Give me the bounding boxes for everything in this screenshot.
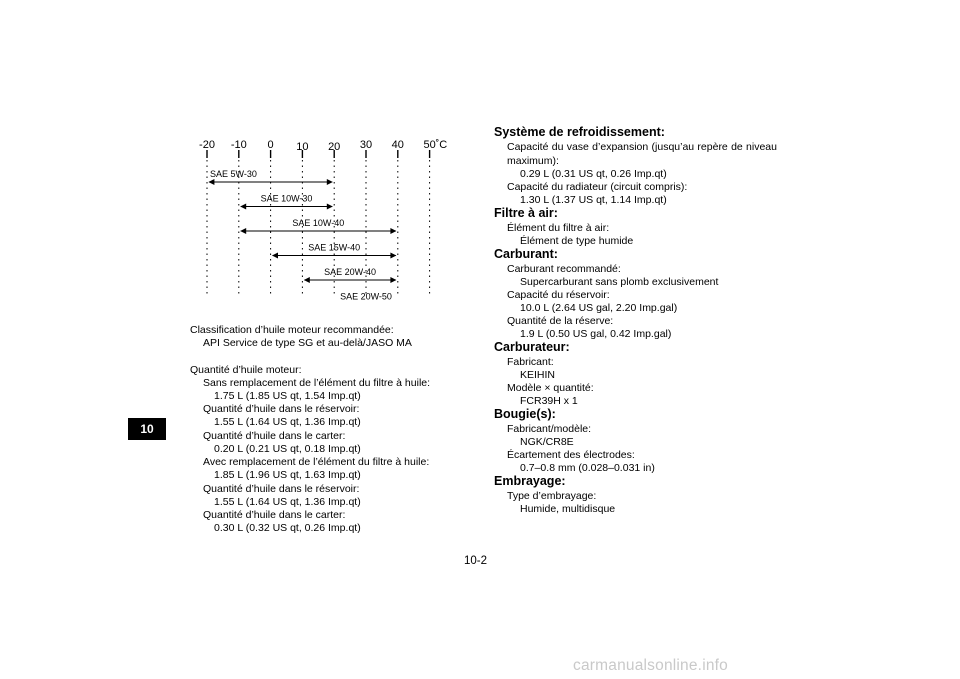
oil-range-label: SAE 5W-30 <box>210 169 257 179</box>
oil-range-label: SAE 10W-40 <box>292 218 345 228</box>
temp-label-0: 0 <box>267 139 274 151</box>
crankcase-quantity-label: Quantité d’huile dans le carter: <box>203 430 346 442</box>
without-filter-label: Sans remplacement de l’élément du filtre à huile: <box>203 377 431 389</box>
page-number: 10-2 <box>464 555 488 567</box>
crankcase-quantity-label-2: Quantité d’huile dans le carter: <box>203 509 346 521</box>
temp-label-10: 10 <box>296 141 309 153</box>
with-filter-label: Avec remplacement de l’élément du filtre à huile: <box>203 456 430 468</box>
crankcase-quantity-value: 0.20 L (0.21 US qt, 0.18 Imp.qt) <box>214 443 361 455</box>
carburetor-model-value: FCR39H x 1 <box>520 395 578 407</box>
carburetor-model-label: Modèle × quantité: <box>507 382 594 394</box>
temp-label-40: 40 <box>391 139 404 151</box>
carburetor-heading: Carburateur: <box>494 340 570 354</box>
oil-range-label: SAE 10W-30 <box>260 193 313 204</box>
oil-range-label: SAE 20W-50 <box>340 291 392 300</box>
carburetor-maker-value: KEIHIN <box>520 369 556 381</box>
fuel-tank-label: Capacité du réservoir: <box>507 289 610 301</box>
oil-quantity-label: Quantité d’huile moteur: <box>190 364 302 376</box>
oil-classification-value: API Service de type SG et au-delà/JASO MA <box>203 337 412 349</box>
fuel-recommended-value: Supercarburant sans plomb exclusivement <box>520 276 719 288</box>
air-filter-element-label: Élément du filtre à air: <box>507 222 610 234</box>
oil-viscosity-chart <box>190 130 480 300</box>
fuel-heading: Carburant: <box>494 247 558 261</box>
temp-label--10: -10 <box>230 139 247 151</box>
spark-plug-maker-value: NGK/CR8E <box>520 436 574 448</box>
spark-plug-heading: Bougie(s): <box>494 407 556 421</box>
spark-plug-maker-label: Fabricant/modèle: <box>507 423 592 435</box>
fuel-reserve-value: 1.9 L (0.50 US gal, 0.42 Imp.gal) <box>520 328 672 340</box>
radiator-capacity-label: Capacité du radiateur (circuit compris): <box>507 181 688 193</box>
tank-quantity-value-2: 1.55 L (1.64 US qt, 1.36 Imp.qt) <box>214 496 361 508</box>
air-filter-heading: Filtre à air: <box>494 206 558 220</box>
spark-plug-gap-value: 0.7–0.8 mm (0.028–0.031 in) <box>520 462 655 474</box>
tank-quantity-label: Quantité d’huile dans le réservoir: <box>203 403 360 415</box>
reservoir-capacity-label: Capacité du vase d’expansion (jusqu’au repère de niveau maximum): <box>507 141 777 167</box>
temp-label--20: -20 <box>199 139 215 151</box>
fuel-tank-value: 10.0 L (2.64 US gal, 2.20 Imp.gal) <box>520 302 678 314</box>
tank-quantity-label-2: Quantité d’huile dans le réservoir: <box>203 483 360 495</box>
fuel-reserve-label: Quantité de la réserve: <box>507 315 614 327</box>
tank-quantity-value: 1.55 L (1.64 US qt, 1.36 Imp.qt) <box>214 416 361 428</box>
oil-range-label: SAE 20W-40 <box>324 267 377 277</box>
oil-classification-label: Classification d’huile moteur recommandée: <box>190 324 394 336</box>
reservoir-capacity-value: 0.29 L (0.31 US qt, 0.26 Imp.qt) <box>520 168 667 180</box>
radiator-capacity-value: 1.30 L (1.37 US qt, 1.14 Imp.qt) <box>520 194 667 206</box>
spark-plug-gap-label: Écartement des électrodes: <box>507 449 635 461</box>
watermark: carmanualsonline.info <box>573 657 728 674</box>
temp-label-30: 30 <box>359 139 373 151</box>
temp-unit: ˚C <box>435 139 448 151</box>
cooling-heading: Système de refroidissement: <box>494 125 665 139</box>
air-filter-element-value: Élément de type humide <box>520 235 634 247</box>
clutch-type-value: Humide, multidisque <box>520 503 616 515</box>
oil-range-label: SAE 15W-40 <box>308 242 361 253</box>
temp-label-50: 50 <box>423 139 436 151</box>
clutch-type-label: Type d’embrayage: <box>507 490 597 502</box>
crankcase-quantity-value-2: 0.30 L (0.32 US qt, 0.26 Imp.qt) <box>214 522 361 534</box>
carburetor-maker-label: Fabricant: <box>507 356 554 368</box>
with-filter-value: 1.85 L (1.96 US qt, 1.63 Imp.qt) <box>214 469 361 481</box>
temp-label-20: 20 <box>328 141 341 153</box>
clutch-heading: Embrayage: <box>494 474 566 488</box>
chapter-tab: 10 <box>128 418 166 440</box>
without-filter-value: 1.75 L (1.85 US qt, 1.54 Imp.qt) <box>214 390 361 402</box>
fuel-recommended-label: Carburant recommandé: <box>507 263 621 275</box>
